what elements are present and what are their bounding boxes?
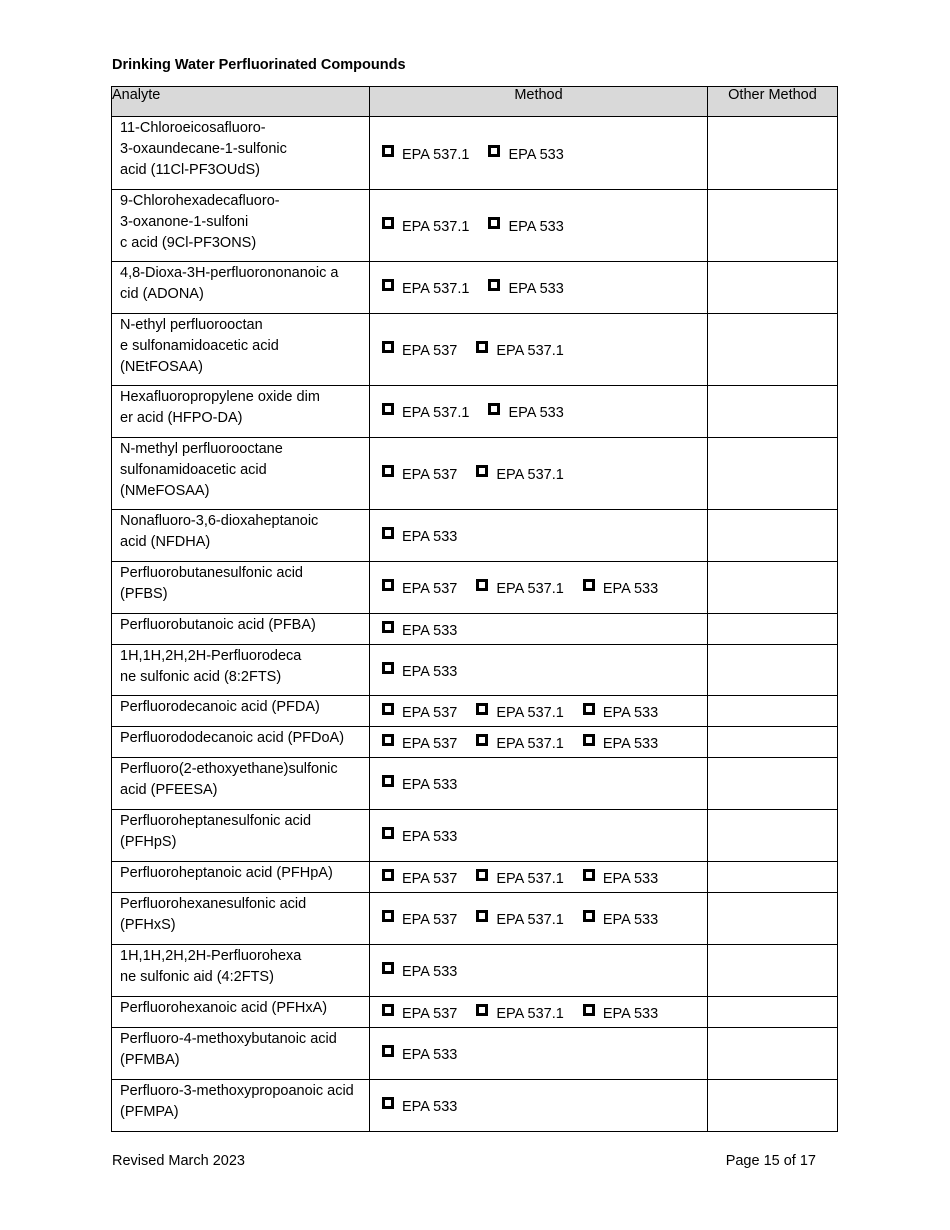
- method-checkbox[interactable]: [382, 703, 394, 715]
- table-row: [112, 645, 838, 696]
- method-option[interactable]: [476, 343, 563, 359]
- analyte-name: Perfluoroheptanoic acid (PFHpA): [120, 865, 333, 881]
- other-method-cell[interactable]: [708, 386, 838, 438]
- footer-page-number: Page 15 of 17: [725, 1153, 816, 1169]
- method-checkbox[interactable]: [583, 734, 595, 746]
- analyte-cell: [112, 696, 370, 727]
- analyte-cell: [112, 386, 370, 438]
- analyte-cell: [112, 117, 370, 190]
- method-option[interactable]: [583, 581, 658, 597]
- method-label: EPA 537.1: [496, 704, 564, 721]
- analyte-cell: [112, 862, 370, 893]
- method-label: EPA 533: [402, 622, 458, 639]
- method-label: EPA 537: [402, 581, 458, 597]
- method-option[interactable]: [583, 1006, 658, 1022]
- method-checkbox[interactable]: [382, 465, 394, 477]
- method-checkbox[interactable]: [583, 579, 595, 591]
- method-label: EPA 533: [602, 704, 659, 721]
- analyte-cell: [112, 810, 370, 862]
- method-checkbox[interactable]: [382, 217, 394, 229]
- table-row: [112, 510, 838, 562]
- analyte-name: Perfluoro-3-methoxypropoanoic acid (PFMPA): [120, 1083, 354, 1120]
- method-label: EPA 537.1: [402, 146, 470, 163]
- other-method-cell[interactable]: [708, 893, 838, 945]
- method-checkbox[interactable]: [476, 734, 488, 746]
- method-checkbox[interactable]: [488, 217, 500, 229]
- method-checkbox[interactable]: [382, 827, 394, 839]
- method-option[interactable]: [382, 912, 457, 928]
- table-row: [112, 893, 838, 945]
- analyte-cell: [112, 1080, 370, 1132]
- method-option[interactable]: [488, 147, 563, 163]
- method-checkbox[interactable]: [583, 1004, 595, 1016]
- analyte-name: Nonafluoro-3,6-dioxaheptanoic acid (NFDHA): [120, 513, 319, 550]
- analyte-name: 1H,1H,2H,2H-Perfluorohexa ne sulfonic aid (4:2FTS): [120, 948, 302, 985]
- method-checkbox[interactable]: [382, 869, 394, 881]
- header-analyte: Analyte: [112, 87, 370, 117]
- method-checkbox[interactable]: [583, 910, 595, 922]
- analyte-name: Perfluorodecanoic acid (PFDA): [120, 699, 320, 715]
- method-cell: [370, 190, 708, 262]
- method-label: EPA 537: [402, 735, 458, 752]
- method-option[interactable]: [583, 705, 658, 721]
- method-label: EPA 533: [402, 1047, 458, 1063]
- method-label: EPA 533: [508, 219, 564, 235]
- analyte-name: Perfluoroheptanesulfonic acid (PFHpS): [120, 813, 312, 850]
- method-label: EPA 533: [508, 281, 564, 297]
- other-method-cell[interactable]: [708, 945, 838, 997]
- method-cell: [370, 696, 708, 727]
- analyte-name: Perfluorododecanoic acid (PFDoA): [120, 730, 345, 746]
- method-option[interactable]: [488, 281, 563, 297]
- method-label: EPA 537.1: [496, 467, 564, 483]
- method-checkbox[interactable]: [382, 341, 394, 353]
- method-label: EPA 537: [402, 1005, 458, 1022]
- table-row: [112, 810, 838, 862]
- table-row: [112, 696, 838, 727]
- method-option[interactable]: [382, 343, 457, 359]
- method-label: EPA 537.1: [402, 281, 470, 297]
- method-label: EPA 533: [402, 829, 458, 845]
- method-option[interactable]: [382, 1099, 457, 1115]
- table-row: [112, 727, 838, 758]
- method-label: EPA 533: [402, 1099, 458, 1115]
- other-method-cell[interactable]: [708, 997, 838, 1028]
- method-label: EPA 533: [402, 529, 458, 545]
- method-cell: [370, 386, 708, 438]
- method-option[interactable]: [382, 871, 457, 887]
- header-other-method: Other Method: [708, 87, 838, 117]
- method-cell: [370, 810, 708, 862]
- analyte-name: Hexafluoropropylene oxide dim er acid (HFPO-DA): [120, 389, 320, 426]
- method-option[interactable]: [382, 964, 457, 980]
- table-row: [112, 1028, 838, 1080]
- method-checkbox[interactable]: [382, 579, 394, 591]
- other-method-cell[interactable]: [708, 314, 838, 386]
- table-row: [112, 945, 838, 997]
- method-option[interactable]: [382, 664, 457, 680]
- method-label: EPA 533: [602, 1005, 659, 1022]
- other-method-cell[interactable]: [708, 727, 838, 758]
- header-method: Method: [370, 87, 708, 117]
- method-label: EPA 533: [508, 405, 564, 421]
- table-row: [112, 262, 838, 314]
- method-label: EPA 537.1: [496, 912, 564, 928]
- analyte-name: 9-Chlorohexadecafluoro- 3-oxanone-1-sulfoni c acid (9Cl-PF3ONS): [120, 193, 280, 251]
- method-option[interactable]: [583, 912, 658, 928]
- method-label: EPA 533: [508, 146, 564, 163]
- method-checkbox[interactable]: [488, 279, 500, 291]
- method-checkbox[interactable]: [583, 869, 595, 881]
- analyte-name: Perfluoro(2-ethoxyethane)sulfonic acid (PFEESA): [120, 761, 338, 798]
- method-cell: [370, 614, 708, 645]
- method-cell: [370, 758, 708, 810]
- method-label: EPA 537.1: [496, 870, 564, 887]
- method-label: EPA 537.1: [496, 343, 564, 359]
- analyte-name: Perfluoro-4-methoxybutanoic acid (PFMBA): [120, 1031, 337, 1068]
- method-option[interactable]: [476, 467, 563, 483]
- method-cell: [370, 438, 708, 510]
- method-cell: [370, 562, 708, 614]
- table-row: [112, 614, 838, 645]
- analyte-cell: [112, 727, 370, 758]
- other-method-cell[interactable]: [708, 645, 838, 696]
- method-option[interactable]: [382, 736, 457, 752]
- method-option[interactable]: [382, 281, 469, 297]
- analyte-cell: [112, 997, 370, 1028]
- method-checkbox[interactable]: [476, 579, 488, 591]
- method-label: EPA 533: [402, 777, 458, 793]
- other-method-cell[interactable]: [708, 262, 838, 314]
- other-method-cell[interactable]: [708, 510, 838, 562]
- method-cell: [370, 314, 708, 386]
- other-method-cell[interactable]: [708, 438, 838, 510]
- method-label: EPA 533: [402, 964, 458, 980]
- method-checkbox[interactable]: [476, 869, 488, 881]
- method-option[interactable]: [488, 405, 563, 421]
- method-option[interactable]: [382, 467, 457, 483]
- analyte-name: N-ethyl perfluorooctan e sulfonamidoacetic acid (NEtFOSAA): [120, 317, 279, 375]
- analyte-cell: [112, 190, 370, 262]
- method-cell: [370, 1080, 708, 1132]
- method-label: EPA 537: [402, 912, 458, 928]
- method-option[interactable]: [382, 1006, 457, 1022]
- method-option[interactable]: [382, 529, 457, 545]
- table-row: [112, 997, 838, 1028]
- method-option[interactable]: [382, 147, 469, 163]
- method-option[interactable]: [382, 623, 457, 639]
- method-option[interactable]: [476, 871, 563, 887]
- method-option[interactable]: [583, 736, 658, 752]
- method-checkbox[interactable]: [382, 775, 394, 787]
- other-method-cell[interactable]: [708, 562, 838, 614]
- method-checkbox[interactable]: [382, 734, 394, 746]
- method-checkbox[interactable]: [476, 341, 488, 353]
- method-cell: [370, 893, 708, 945]
- method-checkbox[interactable]: [382, 662, 394, 674]
- method-option[interactable]: [476, 581, 563, 597]
- other-method-cell[interactable]: [708, 1028, 838, 1080]
- analyte-name: Perfluorobutanesulfonic acid (PFBS): [120, 565, 303, 602]
- table-row: [112, 190, 838, 262]
- method-checkbox[interactable]: [382, 403, 394, 415]
- method-checkbox[interactable]: [476, 1004, 488, 1016]
- table-row: [112, 386, 838, 438]
- method-option[interactable]: [382, 405, 469, 421]
- method-checkbox[interactable]: [382, 1045, 394, 1057]
- method-checkbox[interactable]: [583, 703, 595, 715]
- method-option[interactable]: [488, 219, 563, 235]
- method-label: EPA 537.1: [402, 405, 470, 421]
- method-option[interactable]: [476, 736, 563, 752]
- method-label: EPA 537: [402, 467, 458, 483]
- method-label: EPA 537.1: [402, 219, 470, 235]
- other-method-cell[interactable]: [708, 862, 838, 893]
- table-row: [112, 862, 838, 893]
- method-label: EPA 537.1: [496, 581, 564, 597]
- method-checkbox[interactable]: [382, 279, 394, 291]
- footer-revision: Revised March 2023: [112, 1153, 245, 1169]
- analyte-name: N-methyl perfluorooctane sulfonamidoacetic acid (NMeFOSAA): [120, 441, 283, 499]
- method-checkbox[interactable]: [476, 910, 488, 922]
- method-cell: [370, 510, 708, 562]
- method-option[interactable]: [382, 1047, 457, 1063]
- table-body: [112, 117, 838, 1132]
- analyte-name: 11-Chloroeicosafluoro- 3-oxaundecane-1-sulfonic acid (11Cl-PF3OUdS): [120, 120, 287, 178]
- analyte-cell: [112, 262, 370, 314]
- analyte-cell: [112, 562, 370, 614]
- method-checkbox[interactable]: [488, 145, 500, 157]
- method-cell: [370, 117, 708, 190]
- method-label: EPA 537.1: [496, 735, 564, 752]
- method-option[interactable]: [476, 1006, 563, 1022]
- analyte-cell: [112, 945, 370, 997]
- method-cell: [370, 1028, 708, 1080]
- analyte-name: Perfluorohexanoic acid (PFHxA): [120, 1000, 328, 1016]
- method-checkbox[interactable]: [382, 621, 394, 633]
- method-checkbox[interactable]: [382, 910, 394, 922]
- method-option[interactable]: [382, 705, 457, 721]
- table-row: [112, 438, 838, 510]
- method-option[interactable]: [476, 705, 563, 721]
- table-row: [112, 314, 838, 386]
- method-checkbox[interactable]: [382, 145, 394, 157]
- section-title: Drinking Water Perfluorinated Compounds: [112, 57, 406, 73]
- method-label: EPA 537: [402, 343, 458, 359]
- analyte-table: [111, 86, 838, 1132]
- method-option[interactable]: [382, 829, 457, 845]
- method-checkbox[interactable]: [382, 962, 394, 974]
- other-method-cell[interactable]: [708, 190, 838, 262]
- analyte-cell: [112, 438, 370, 510]
- analyte-cell: [112, 645, 370, 696]
- method-option[interactable]: [583, 871, 658, 887]
- analyte-name: 1H,1H,2H,2H-Perfluorodeca ne sulfonic acid (8:2FTS): [120, 648, 302, 685]
- other-method-cell[interactable]: [708, 810, 838, 862]
- method-cell: [370, 945, 708, 997]
- method-label: EPA 537.1: [496, 1005, 564, 1022]
- other-method-cell[interactable]: [708, 117, 838, 190]
- table-row: [112, 562, 838, 614]
- other-method-cell[interactable]: [708, 696, 838, 727]
- method-cell: [370, 645, 708, 696]
- method-label: EPA 533: [602, 735, 659, 752]
- analyte-cell: [112, 614, 370, 645]
- method-checkbox[interactable]: [382, 527, 394, 539]
- other-method-cell[interactable]: [708, 1080, 838, 1132]
- method-label: EPA 533: [602, 912, 659, 928]
- analyte-cell: [112, 893, 370, 945]
- method-label: EPA 533: [602, 581, 659, 597]
- analyte-name: 4,8-Dioxa-3H-perfluorononanoic a cid (ADONA): [120, 265, 339, 302]
- analyte-name: Perfluorohexanesulfonic acid (PFHxS): [120, 896, 307, 933]
- method-checkbox[interactable]: [476, 703, 488, 715]
- method-cell: [370, 997, 708, 1028]
- method-label: EPA 537: [402, 870, 458, 887]
- method-cell: [370, 862, 708, 893]
- method-cell: [370, 727, 708, 758]
- table-header-row: [112, 87, 838, 117]
- method-checkbox[interactable]: [488, 403, 500, 415]
- table-row: [112, 758, 838, 810]
- method-option[interactable]: [382, 777, 457, 793]
- method-option[interactable]: [382, 219, 469, 235]
- analyte-cell: [112, 314, 370, 386]
- analyte-name: Perfluorobutanoic acid (PFBA): [120, 617, 316, 633]
- method-checkbox[interactable]: [476, 465, 488, 477]
- other-method-cell[interactable]: [708, 614, 838, 645]
- method-label: EPA 533: [602, 870, 659, 887]
- method-option[interactable]: [382, 581, 457, 597]
- other-method-cell[interactable]: [708, 758, 838, 810]
- table-row: [112, 1080, 838, 1132]
- method-cell: [370, 262, 708, 314]
- analyte-cell: [112, 510, 370, 562]
- analyte-cell: [112, 758, 370, 810]
- method-option[interactable]: [476, 912, 563, 928]
- method-checkbox[interactable]: [382, 1097, 394, 1109]
- analyte-cell: [112, 1028, 370, 1080]
- method-checkbox[interactable]: [382, 1004, 394, 1016]
- method-label: EPA 537: [402, 704, 458, 721]
- table-row: [112, 117, 838, 190]
- method-label: EPA 533: [402, 663, 458, 680]
